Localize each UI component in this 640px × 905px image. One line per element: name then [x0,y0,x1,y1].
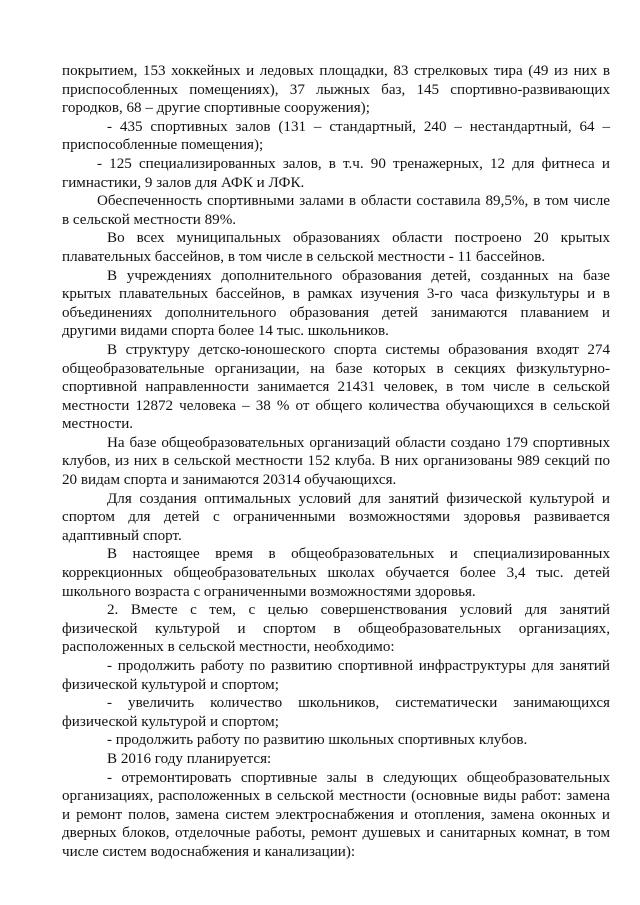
paragraph-1: покрытием, 153 хоккейных и ледовых площадки, 83 стрелковых тира (49 из них в приспособленных помещениях), 37 лыжных баз, 145 спортивно-развивающих городков, 68 – другие спортивные сооружения); [62,63,610,117]
paragraph-4: Обеспеченность спортивными залами в области составила 89,5%, в том числе в сельской местности 89%. [62,193,610,228]
paragraph-2: - 435 спортивных залов (131 – стандартный, 240 – нестандартный, 64 – приспособленные помещения); [62,118,610,154]
paragraph-3: - 125 специализированных залов, в т.ч. 90 тренажерных, 12 для фитнеса и гимнастики, 9 залов для АФК и ЛФК. [62,155,610,191]
paragraph-6: В учреждениях дополнительного образования детей, созданных на базе крытых плавательных бассейнов, в рамках изучения 3-го часа физкультуры и в объединениях дополнительного образования детей занимаются плаванием и другими видами спорта более 14 тыс. школьников. [62,267,610,340]
document-body [62,62,610,862]
paragraph-11: 2. Вместе с тем, с целью совершенствования условий для занятий физической культурой и спортом в общеобразовательных организациях, расположенных в сельской местности, необходимо: [62,602,610,656]
paragraph-14: - продолжить работу по развитию школьных спортивных клубов. [107,732,528,749]
paragraph-5: Во всех муниципальных образованиях области построено 20 крытых плавательных бассейнов, в том числе в сельской местности - 11 бассейнов. [62,230,610,265]
paragraph-7: В структуру детско-юношеского спорта системы образования входят 274 общеобразовательные организации, на базе которых в секциях физкультурно-спортивной направленности занимается 21431 человек, в том числе в сельской местности 12872 человека – 38 % от общего количества обучающихся в сельской местности. [62,341,610,433]
paragraph-15: В 2016 году планируется: [107,750,272,767]
paragraph-10: В настоящее время в общеобразовательных и специализированных коррекционных общеобразовательных школах обучается более 3,4 тыс. детей школьного возраста с ограниченными возможностями здоровья. [62,546,610,600]
paragraph-12: - продолжить работу по развитию спортивной инфраструктуры для занятий физической культурой и спортом; [62,658,610,693]
paragraph-13: - увеличить количество школьников, систематически занимающихся физической культурой и спортом; [62,695,610,730]
paragraph-8: На базе общеобразовательных организаций области создано 179 спортивных клубов, из них в сельской местности 152 клуба. В них организованы 989 секций по 20 видам спорта и занимаются 20314 обучающихся. [62,434,610,489]
paragraph-9: Для создания оптимальных условий для занятий физической культурой и спортом для детей с ограниченными возможностями здоровья развивается адаптивный спорт. [62,490,610,544]
paragraph-16: - отремонтировать спортивные залы в следующих общеобразовательных организациях, расположенных в сельской местности (основные виды работ: замена и ремонт полов, замена систем электроснабжения и отопления, замена оконных и дверных блоков, отделочные работы, ремонт душевых и санитарных комнат, в том числе систем водоснабжения и канализации): [62,769,610,860]
